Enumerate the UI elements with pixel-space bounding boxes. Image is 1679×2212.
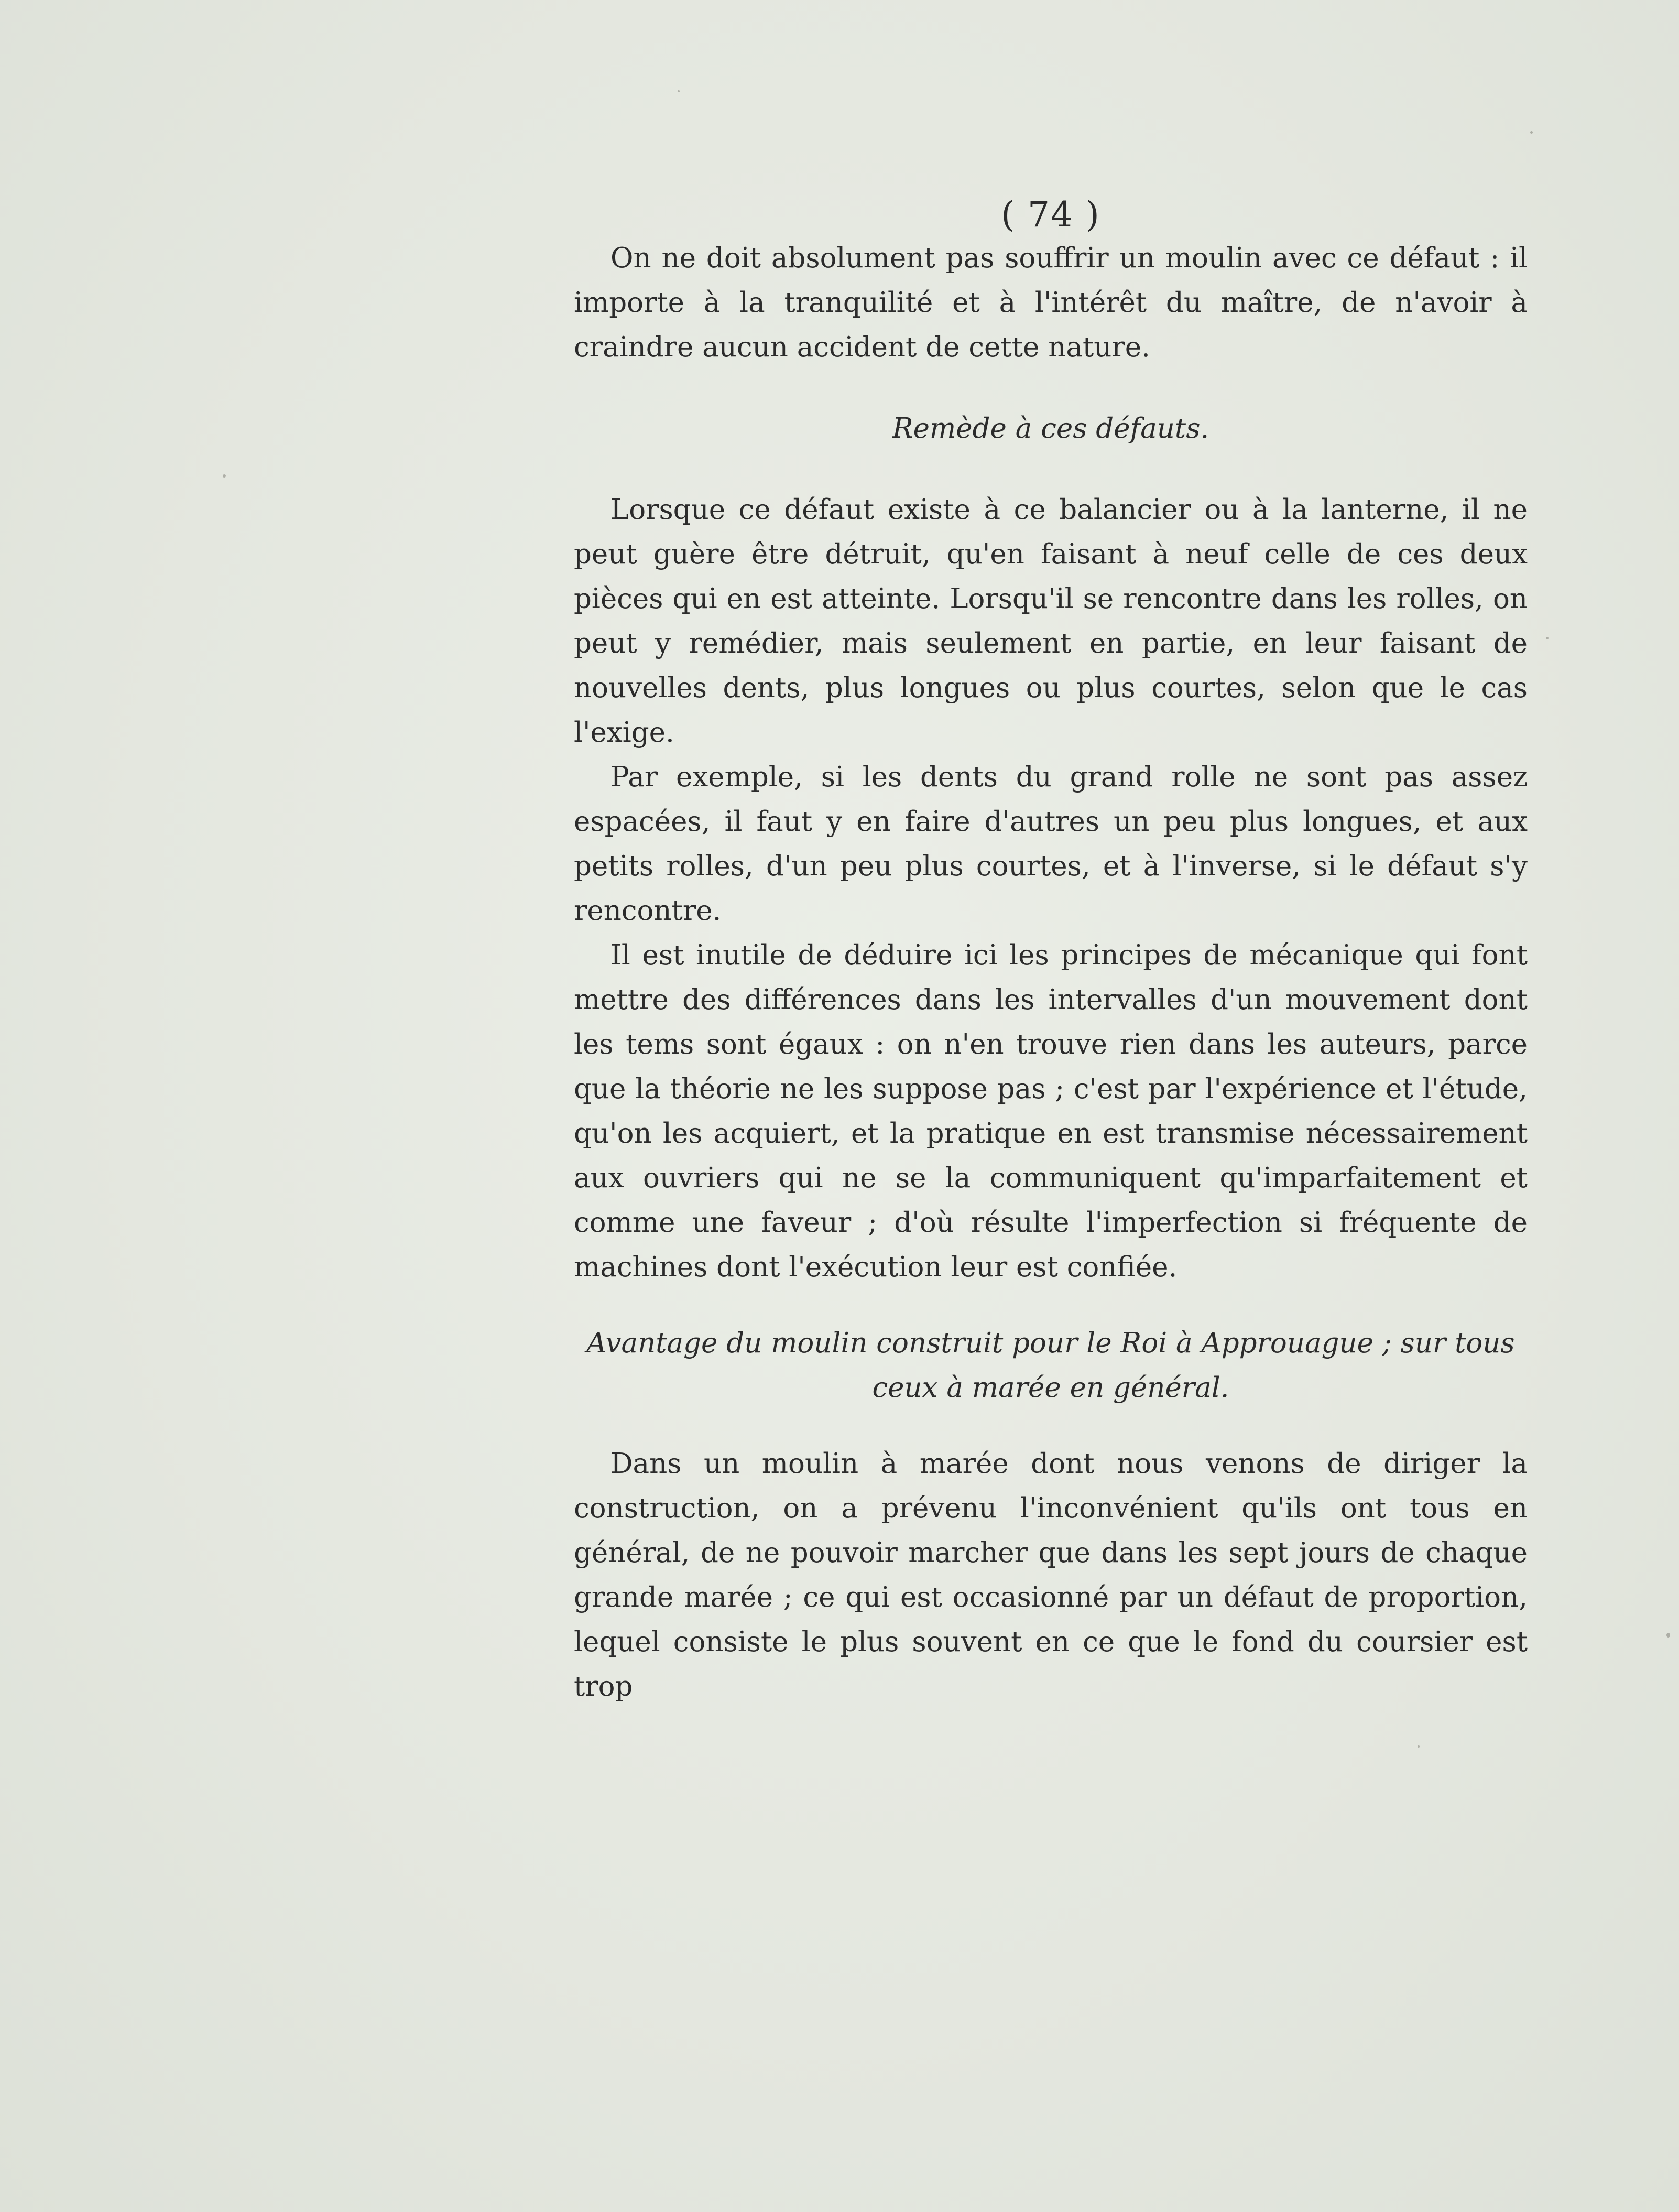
paragraph-4: Il est inutile de déduire ici les principes de mécanique qui font mettre des différences dans les intervalles d'un mouvement dont les tems sont égaux : on n'en trouve rien dans les auteurs, parce que la théorie ne les suppose pas ; c'est par l'expérience et l'étude, qu'on les acquiert, et la pratique en est transmise nécessairement aux ouvriers qui ne se la communiquent qu'imparfaitement et comme une faveur ; d'où résulte l'imperfection si fréquente de machines dont l'exécution leur est confiée. xyxy=(574,939,1528,1283)
section-heading-avantage: Avantage du moulin construit pour le Roi à Approuague ; sur tous ceux à marée en général. xyxy=(586,1327,1515,1404)
paper-speck xyxy=(1530,131,1533,134)
paper-speck xyxy=(678,90,680,92)
paper-speck xyxy=(1666,1633,1670,1638)
paragraph-5: Dans un moulin à marée dont nous venons de diriger la construction, on a prévenu l'inconvénient qu'ils ont tous en général, de ne pouvoir marcher que dans les sept jours de chaque grande marée ; ce qui est occasionné par un défaut de proportion, lequel consiste le plus souvent en ce que le fond du coursier est trop xyxy=(574,1448,1528,1703)
section-heading-wrap-2 xyxy=(574,1321,1528,1410)
paragraph-3: Par exemple, si les dents du grand rolle ne sont pas assez espacées, il faut y en faire d'autres un peu plus longues, et aux petits rolles, d'un peu plus courtes, et à l'inverse, si le défaut s'y rencontre. xyxy=(574,761,1528,927)
section-heading-wrap-1 xyxy=(574,406,1528,451)
section-heading-remede: Remède à ces défauts. xyxy=(892,413,1209,444)
paragraph-1: On ne doit absolument pas souffrir un moulin avec ce défaut : il importe à la tranquilité et à l'intérêt du maître, de n'avoir à craindre aucun accident de cette nature. xyxy=(574,242,1528,363)
paper-speck xyxy=(1418,1745,1420,1748)
paper-speck xyxy=(223,474,226,478)
page-number: ( 74 ) xyxy=(1001,194,1100,235)
text-block xyxy=(574,194,1528,1709)
paragraph-2: Lorsque ce défaut existe à ce balancier ou à la lanterne, il ne peut guère être détruit, qu'en faisant à neuf celle de ces deux pièces qui en est atteinte. Lorsqu'il se rencontre dans les rolles, on peut y remédier, mais seulement en partie, en leur faisant de nouvelles dents, plus longues ou plus courtes, selon que le cas l'exige. xyxy=(574,494,1528,749)
paper-speck xyxy=(1546,637,1549,639)
